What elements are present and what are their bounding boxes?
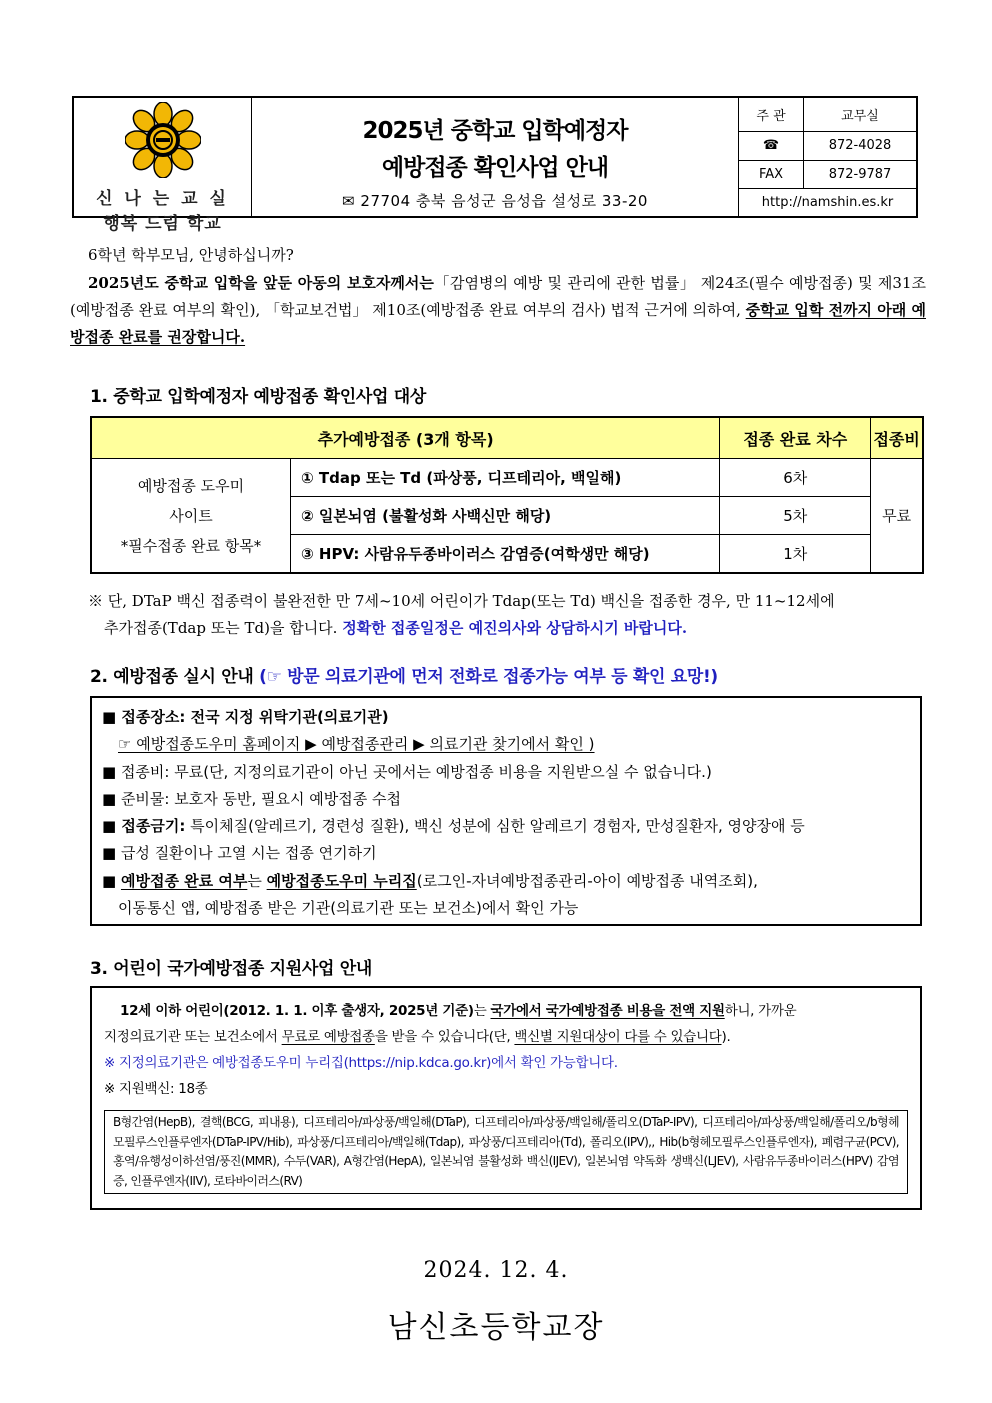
info-key-fax: FAX <box>739 160 804 188</box>
table-row-item-je: ② 일본뇌염 (불활성화 사백신만 해당) <box>291 497 720 535</box>
support-site-note: ※ 지정의료기관은 예방접종도우미 누리집(https://nip.kdca.go.kr)에서 확인 가능합니다. <box>104 1055 618 1071</box>
check-site: 예방접종도우미 누리집 <box>266 871 417 890</box>
check-bullet: ■ <box>102 871 117 890</box>
table-row-doses-tdap: 6차 <box>720 459 871 497</box>
guide-delay: ■ 급성 질환이나 고열 시는 접종 연기하기 <box>102 844 377 863</box>
document-title-line1: 2025년 중학교 입학예정자 <box>362 118 628 144</box>
check-completion: 예방접종 완료 여부 <box>120 871 248 890</box>
school-website[interactable]: http://namshin.es.kr <box>761 194 894 210</box>
guide-fee: ■ 접종비: 무료(단, 지정의료기관이 아닌 곳에서는 예방접종 비용을 지원받으실 수 없습니다.) <box>102 762 712 781</box>
header-title-area <box>252 98 738 216</box>
check-mid: 는 <box>247 871 262 890</box>
info-key-dept: 주 관 <box>739 98 804 132</box>
support-free: 무료로 예방접종 <box>281 1029 375 1045</box>
left-label-2: 사이트 <box>169 506 213 525</box>
principal-signature: 남신초등학교장 <box>387 1310 605 1345</box>
guide-place-path: ☞ 예방접종도우미 홈페이지 ▶ 예방접종관리 ▶ 의료기관 찾기에서 확인 ) <box>118 735 595 754</box>
intro-paragraph <box>70 270 926 351</box>
intro-recommendation: 중학교 입학 전까지 아래 예방접종 완료를 권장합니다. <box>70 301 926 346</box>
section3-title: 3. 어린이 국가예방접종 지원사업 안내 <box>90 959 372 979</box>
intro-bold: 2025년도 중학교 입학을 앞둔 아동의 보호자께서는 <box>88 274 434 292</box>
info-value-dept: 교무실 <box>804 98 917 132</box>
postcode-address: 27704 충북 음성군 음성읍 설성로 33-20 <box>360 192 648 210</box>
greeting: 6학년 학부모님, 안녕하십니까? <box>88 246 294 264</box>
school-address <box>252 190 738 211</box>
table-header-vaccines: 추가예방접종 (3개 항목) <box>91 417 720 459</box>
intro-body: 「감염병의 예방 및 관리에 관한 법률」 제24조(필수 예방접종) 및 제31조(예방접종 완료 여부의 확인), 「학교보건법」 제10조(예방접종 완료 여부의 검사) 법적 근거에 의하여, <box>70 274 926 319</box>
guide-items: ■ 준비물: 보호자 동반, 필요시 예방접종 수첩 <box>102 789 401 808</box>
note-consult-doctor: 정확한 접종일정은 예진의사와 상담하시기 바랍니다. <box>342 619 688 637</box>
support-target: 12세 이하 어린이(2012. 1. 1. 이후 출생자, 2025년 기준) <box>120 1003 474 1019</box>
section1-title: 1. 중학교 입학예정자 예방접종 확인사업 대상 <box>90 387 426 407</box>
table-row-item-tdap: ① Tdap 또는 Td (파상풍, 디프테리아, 백일해) <box>291 459 720 497</box>
guide-place: ■ 접종장소: 전국 지정 위탁기관(의료기관) <box>102 708 389 726</box>
document-title-line2: 예방접종 확인사업 안내 <box>381 155 609 181</box>
note-line2-text: 추가접종(Tdap 또는 Td)을 합니다. <box>104 619 338 637</box>
support-varies: 백신별 지원대상이 다를 수 있습니다 <box>514 1029 722 1045</box>
support-line2-a: 지정의료기관 또는 보건소에서 <box>104 1029 278 1045</box>
table-header-fee: 접종비 <box>871 417 923 459</box>
national-vaccination-box <box>90 986 922 1210</box>
guide-contraindication <box>102 813 910 840</box>
info-value-fax: 872-9787 <box>804 160 917 188</box>
phone-icon: ☎ <box>739 132 804 160</box>
mail-icon: ✉ <box>342 192 356 210</box>
table-header-doses: 접종 완료 차수 <box>720 417 871 459</box>
contra-text: 특이체질(알레르기, 경련성 질환), 백신 성분에 심한 알레르기 경험자, 만성질환자, 영양장애 등 <box>190 817 805 836</box>
support-full: 국가에서 국가예방접종 비용을 전액 지원 <box>490 1003 725 1019</box>
school-emblem-icon <box>125 102 201 178</box>
section2-title-row <box>90 662 930 687</box>
support-line1 <box>104 998 908 1024</box>
school-motto-2: 행복 드림 학교 <box>103 214 222 234</box>
document-header <box>72 96 918 234</box>
contra-label: ■ 접종금기: <box>102 817 186 836</box>
support-line2-c: ). <box>721 1029 731 1045</box>
table-left-label <box>91 459 291 574</box>
header-info-table <box>738 98 916 216</box>
section1-note <box>88 588 928 642</box>
vaccination-guide-box <box>90 696 922 926</box>
table-row-doses-hpv: 1차 <box>720 535 871 574</box>
note-line1: ※ 단, DTaP 백신 접종력이 불완전한 만 7세~10세 어린이가 Tdap(또는 Td) 백신을 접종한 경우, 만 11~12세에 <box>88 592 835 610</box>
school-logo-area <box>74 98 252 234</box>
vaccine-list: B형간염(HepB), 결핵(BCG, 피내용), 디프테리아/파상풍/백일해(DTaP), 디프테리아/파상풍/백일해/폴리오(DTaP-IPV), 디프테리아/파상풍/백일해/폴리오/b형헤모필루스인플루엔자(DTaP-IPV/Hib), 파상풍/디프테리아/백일해(Tdap), 파상풍/디프테리아(Td), 폴리오(IPV),, Hib(b형헤모필루스인플루엔자), 폐렴구균(PCV), 홍역/유행성이하선염/풍진(MMR), 수두(VAR), A형간염(HepA), 일본뇌염 불활성화 백신(IJEV), 일본뇌염 약독화 생백신(LJEV), 사람유두종바이러스(HPV) 감염증, 인플루엔자(IIV), 로타바이러스(RV) <box>104 1110 908 1194</box>
left-label-3: *필수접종 완료 항목* <box>120 536 262 555</box>
table-row-item-hpv: ③ HPV: 사람유두종바이러스 감염증(여학생만 해당) <box>291 535 720 574</box>
support-line2-b: 을 받을 수 있습니다(단, <box>374 1029 511 1045</box>
check-rest: (로그인-자녀예방접종관리-아이 예방접종 내역조회), <box>416 871 758 890</box>
school-motto-1: 신 나 는 교 실 <box>96 189 229 209</box>
support-line2 <box>104 1024 908 1050</box>
guide-check <box>102 868 910 895</box>
table-fee-free: 무료 <box>871 459 923 574</box>
section2-call-ahead: (☞ 방문 의료기관에 먼저 전화로 접종가능 여부 등 확인 요망!) <box>259 667 718 687</box>
left-label-1: 예방접종 도우미 <box>137 476 245 495</box>
support-rest: 하니, 가까운 <box>724 1003 797 1019</box>
section2-title: 2. 예방접종 실시 안내 <box>90 667 254 687</box>
table-row-doses-je: 5차 <box>720 497 871 535</box>
note-line2 <box>88 615 928 642</box>
support-mid: 는 <box>473 1003 487 1019</box>
vaccination-target-table <box>90 416 924 574</box>
support-count: ※ 지원백신: 18종 <box>104 1081 208 1097</box>
document-date: 2024. 12. 4. <box>423 1258 569 1283</box>
guide-check-line2: 이동통신 앱, 예방접종 받은 기관(의료기관 또는 보건소)에서 확인 가능 <box>118 899 579 918</box>
info-value-phone: 872-4028 <box>804 132 917 160</box>
